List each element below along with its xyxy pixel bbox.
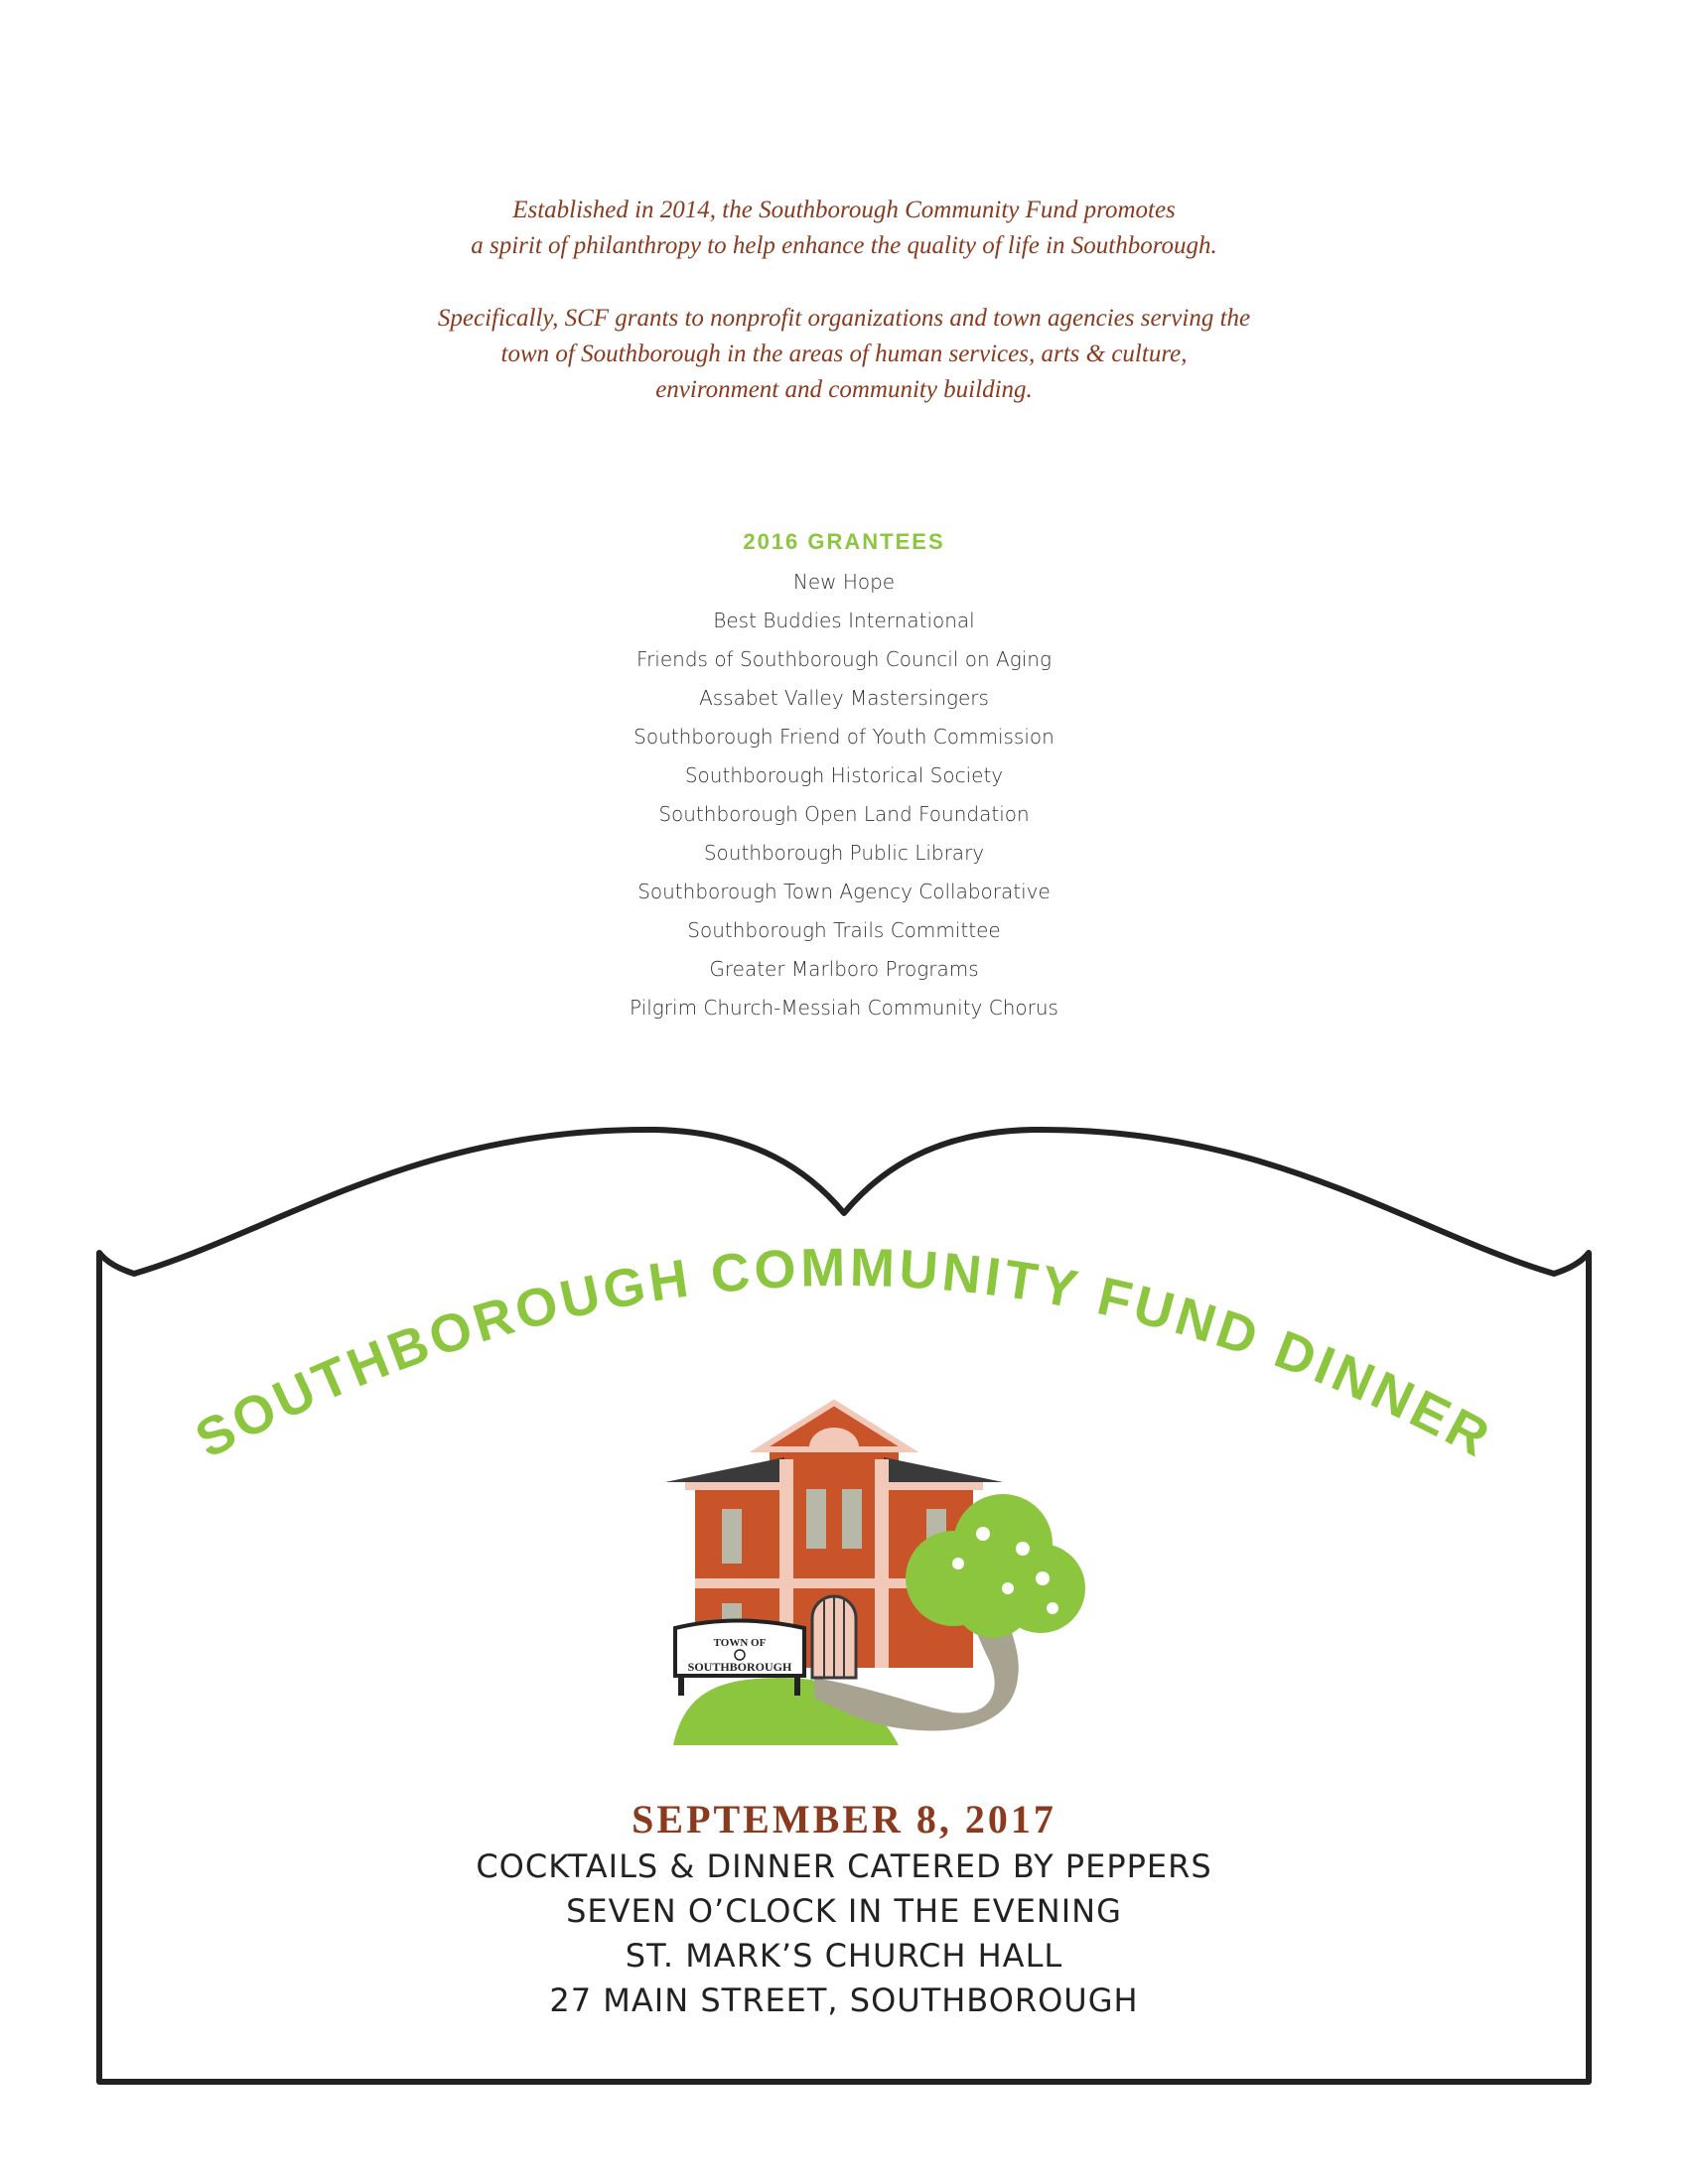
event-catering: COCKTAILS & DINNER CATERED BY PEPPERS [476,1847,1212,1885]
intro-line: environment and community building. [655,376,1033,403]
event-date: SEPTEMBER 8, 2017 [632,1797,1056,1842]
grantee-item: Southborough Historical Society [684,763,1004,787]
window [722,1509,742,1564]
grantee-item: Best Buddies International [713,609,975,632]
intro-line: a spirit of philanthropy to help enhance the quality of life in Southborough. [471,232,1217,259]
grantee-item: Greater Marlboro Programs [709,957,979,981]
grantees-heading: 2016 GRANTEES [743,529,945,554]
grantee-item: Southborough Public Library [703,841,985,865]
intro-line: town of Southborough in the areas of human services, arts & culture, [500,341,1188,367]
grantee-item: Assabet Valley Mastersingers [699,686,989,710]
event-details [0,1795,1688,2023]
event-venue: ST. MARK’S CHURCH HALL [625,1937,1063,1975]
grantee-item: Southborough Friend of Youth Commission [633,725,1055,749]
grantee-item: Southborough Trails Committee [687,918,1001,942]
window [806,1489,826,1549]
event-time: SEVEN O’CLOCK IN THE EVENING [566,1892,1122,1930]
intro-line: Established in 2014, the Southborough Community Fund promotes [512,197,1176,223]
grantee-item: New Hope [792,570,896,594]
grantee-item: Friends of Southborough Council on Aging [636,647,1052,671]
cornice-right [889,1482,983,1490]
grantee-item: Pilgrim Church-Messiah Community Chorus [630,996,1058,1020]
cornice-left [685,1482,779,1490]
window [842,1489,862,1549]
town-sign-line1: TOWN OF [713,1637,767,1649]
event-address: 27 MAIN STREET, SOUTHBOROUGH [549,1981,1139,2019]
pilaster [875,1459,889,1668]
grantee-item: Southborough Town Agency Collaborative [637,880,1051,903]
grantee-item: Southborough Open Land Foundation [658,802,1030,826]
intro-line: Specifically, SCF grants to nonprofit organizations and town agencies serving the [437,305,1251,332]
town-sign-line2: SOUTHBOROUGH [687,1660,792,1674]
event-title: SOUTHBOROUGH COMMUNITY FUND DINNER [186,1237,1502,1470]
